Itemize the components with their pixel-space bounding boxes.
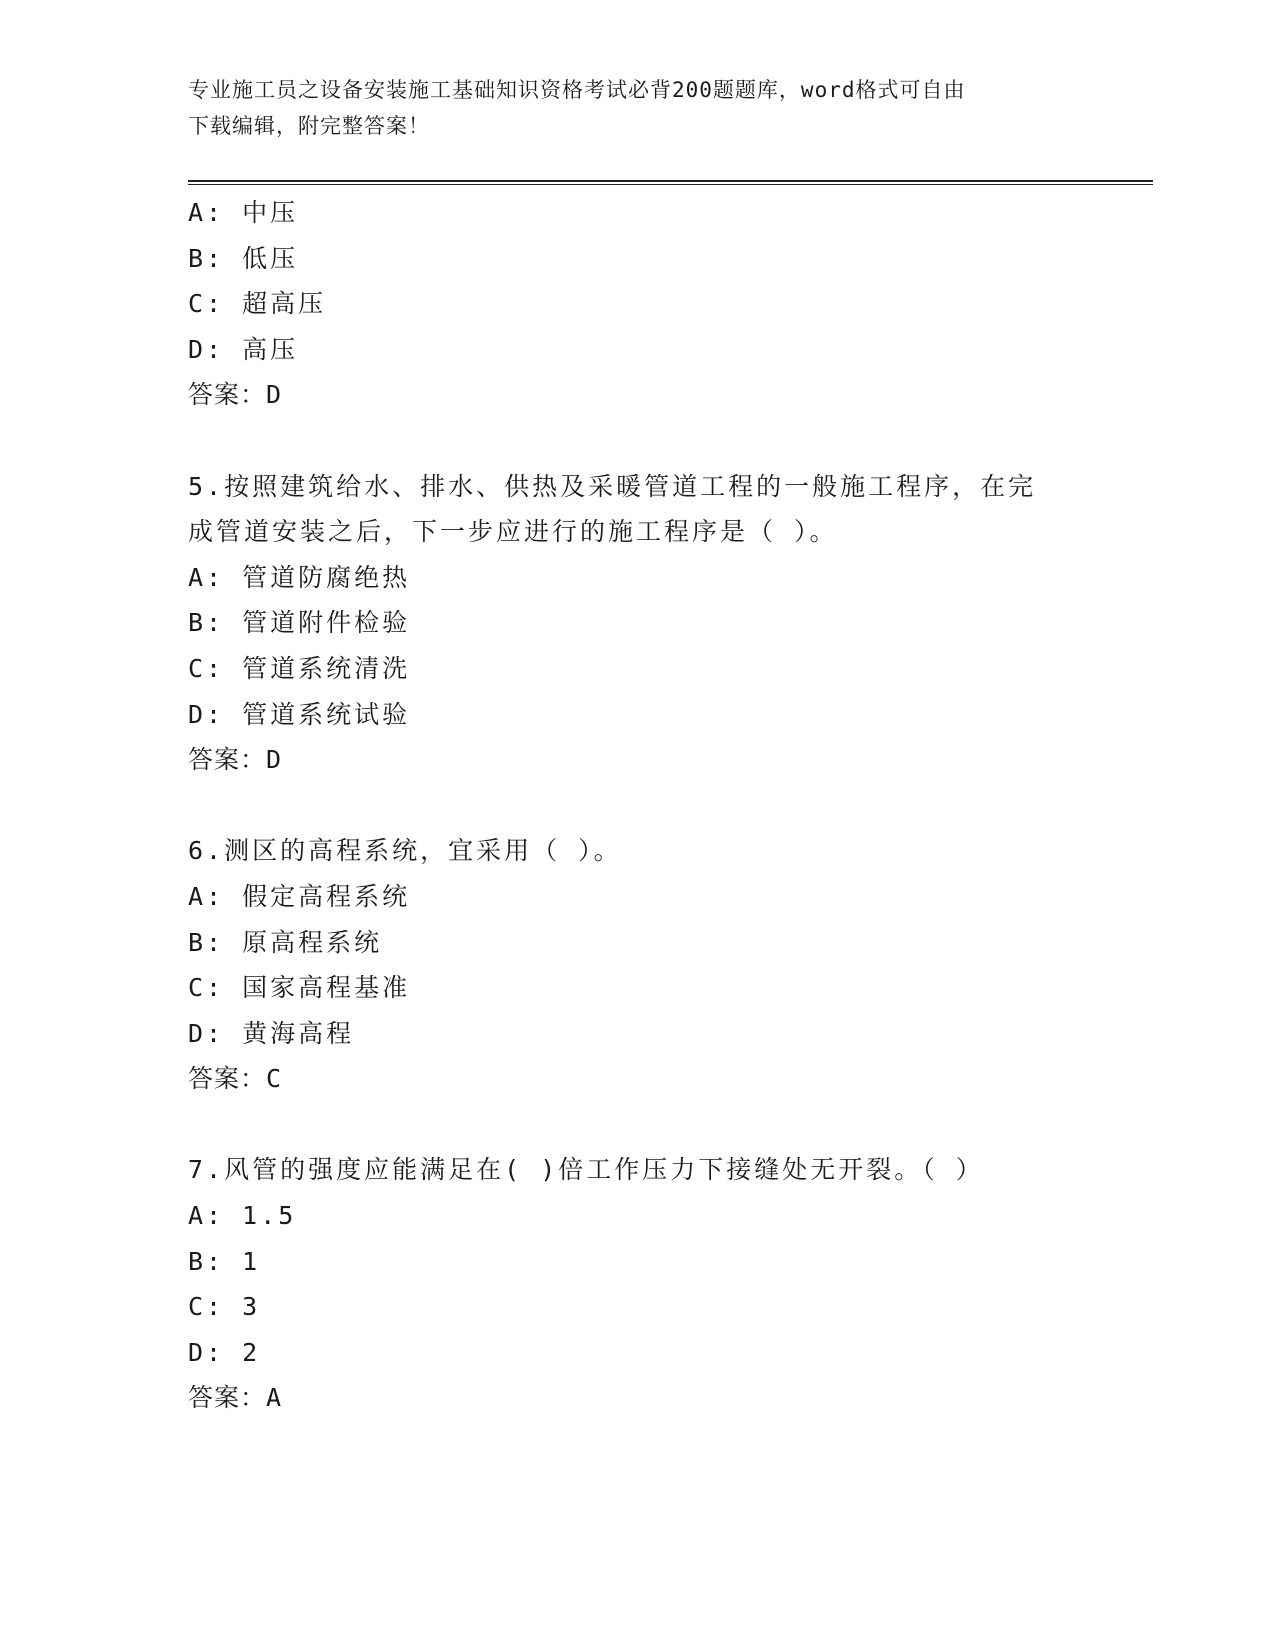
header-line-1: 专业施工员之设备安装施工基础知识资格考试必背200题题库，word格式可自由 (188, 78, 966, 102)
answer: 答案：C (188, 1064, 283, 1094)
document-header (188, 72, 1068, 144)
spacer (188, 418, 1088, 464)
header-rule-thick (188, 180, 1153, 182)
option-c: C: 管道系统清洗 (188, 653, 411, 683)
spacer (188, 783, 1088, 829)
question-7 (188, 1147, 1088, 1421)
question-stem: 5.按照建筑给水、排水、供热及采暖管道工程的一般施工程序，在完 (188, 471, 1037, 501)
question-6 (188, 828, 1088, 1102)
option-b: B: 管道附件检验 (188, 608, 411, 638)
answer: 答案：D (188, 380, 283, 410)
header-line-2: 下载编辑，附完整答案！ (188, 114, 430, 138)
option-c: C: 超高压 (188, 289, 327, 319)
option-d: D: 2 (188, 1337, 261, 1367)
option-c: C: 3 (188, 1292, 261, 1322)
question-5 (188, 464, 1088, 783)
option-b: B: 原高程系统 (188, 927, 383, 957)
option-c: C: 国家高程基准 (188, 973, 411, 1003)
header-rule-thin (188, 184, 1153, 185)
question-stem: 7.风管的强度应能满足在( )倍工作压力下接缝处无开裂。（ ） (188, 1155, 984, 1185)
question-stem: 6.测区的高程系统，宜采用（ ）。 (188, 836, 622, 866)
option-a: A: 假定高程系统 (188, 881, 411, 911)
spacer (188, 1102, 1088, 1148)
answer: 答案：A (188, 1383, 283, 1413)
question-list (188, 190, 1088, 1421)
question-stem: 成管道安装之后，下一步应进行的施工程序是（ ）。 (188, 517, 838, 547)
option-a: A: 1.5 (188, 1201, 297, 1231)
option-a: A: 中压 (188, 198, 299, 227)
option-d: D: 管道系统试验 (188, 699, 411, 729)
question-4 (188, 190, 1088, 418)
option-a: A: 管道防腐绝热 (188, 562, 411, 592)
option-d: D: 高压 (188, 334, 299, 364)
option-d: D: 黄海高程 (188, 1018, 355, 1048)
option-b: B: 1 (188, 1246, 261, 1276)
option-b: B: 低压 (188, 243, 299, 273)
answer: 答案：D (188, 745, 283, 775)
